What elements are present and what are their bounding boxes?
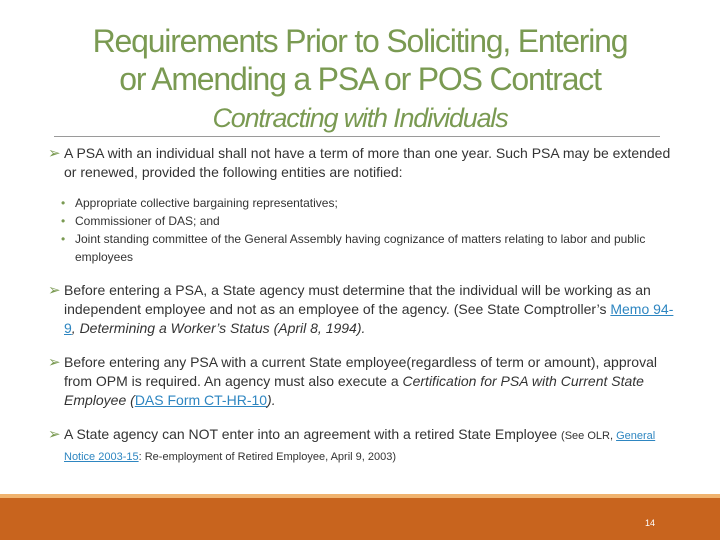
das-form-link[interactable]: DAS Form CT-HR-10 xyxy=(134,392,268,408)
title-line-2: or Amending a PSA or POS Contract xyxy=(119,61,601,97)
slide-subtitle: Contracting with Individuals xyxy=(212,103,508,133)
general-notice-link[interactable]: General Notice 2003-15 xyxy=(64,430,656,463)
footer-bar xyxy=(0,498,720,540)
arrow-bullet-icon: ➢ xyxy=(48,282,61,299)
arrow-bullet-icon: ➢ xyxy=(48,426,61,443)
paragraph-term-limit xyxy=(50,144,680,182)
arrow-bullet-icon: ➢ xyxy=(48,354,61,371)
page-number: 14 xyxy=(645,518,656,528)
slide-content xyxy=(50,144,680,467)
notified-entities-list xyxy=(50,194,680,266)
paragraph-italic-text: Certification for PSA with Current State Employee ( xyxy=(64,373,644,408)
paragraph-italic-text: , Determining a Worker’s Status (April 8, 1994). xyxy=(71,320,366,336)
list-item-text: Commissioner of DAS; and xyxy=(75,214,220,228)
list-item xyxy=(50,230,680,266)
paragraph-text: A PSA with an individual shall not have a term of more than one year. Such PSA may be extended or renewed, provided the following entities are notified: xyxy=(64,145,671,180)
list-item xyxy=(50,212,680,230)
bullet-dot-icon: • xyxy=(61,214,66,228)
paragraph-text: Before entering a PSA, a State agency must determine that the individual will be working as an independent employee and not as an employee of the agency. (See State Comptroller’s xyxy=(64,282,651,317)
paragraph-text: Before entering any PSA with a current State employee(regardless of term or amount), approval from OPM is required. An agency must also execute a xyxy=(64,354,657,389)
bullet-dot-icon: • xyxy=(61,232,66,246)
arrow-bullet-icon: ➢ xyxy=(48,145,61,162)
list-item-text: Joint standing committee of the General Assembly having cognizance of matters relating to labor and public employees xyxy=(75,232,646,264)
paragraph-small-text-end: : Re-employment of Retired Employee, April 9, 2003) xyxy=(138,451,397,463)
slide-title xyxy=(0,22,720,98)
paragraph-text: A State agency can NOT enter into an agreement with a retired State Employee xyxy=(64,426,562,442)
paragraph-worker-status xyxy=(50,281,680,338)
paragraph-retired-employee xyxy=(50,425,680,467)
memo-94-9-link[interactable]: Memo 94-9 xyxy=(64,301,674,336)
list-item xyxy=(50,194,680,212)
paragraph-current-employee xyxy=(50,353,680,410)
divider-line xyxy=(54,136,660,137)
paragraph-small-text: (See OLR, xyxy=(561,430,617,442)
title-line-1: Requirements Prior to Soliciting, Entering xyxy=(92,23,628,59)
paragraph-italic-close: ). xyxy=(267,392,276,408)
list-item-text: Appropriate collective bargaining representatives; xyxy=(75,196,338,210)
bullet-dot-icon: • xyxy=(61,196,66,210)
